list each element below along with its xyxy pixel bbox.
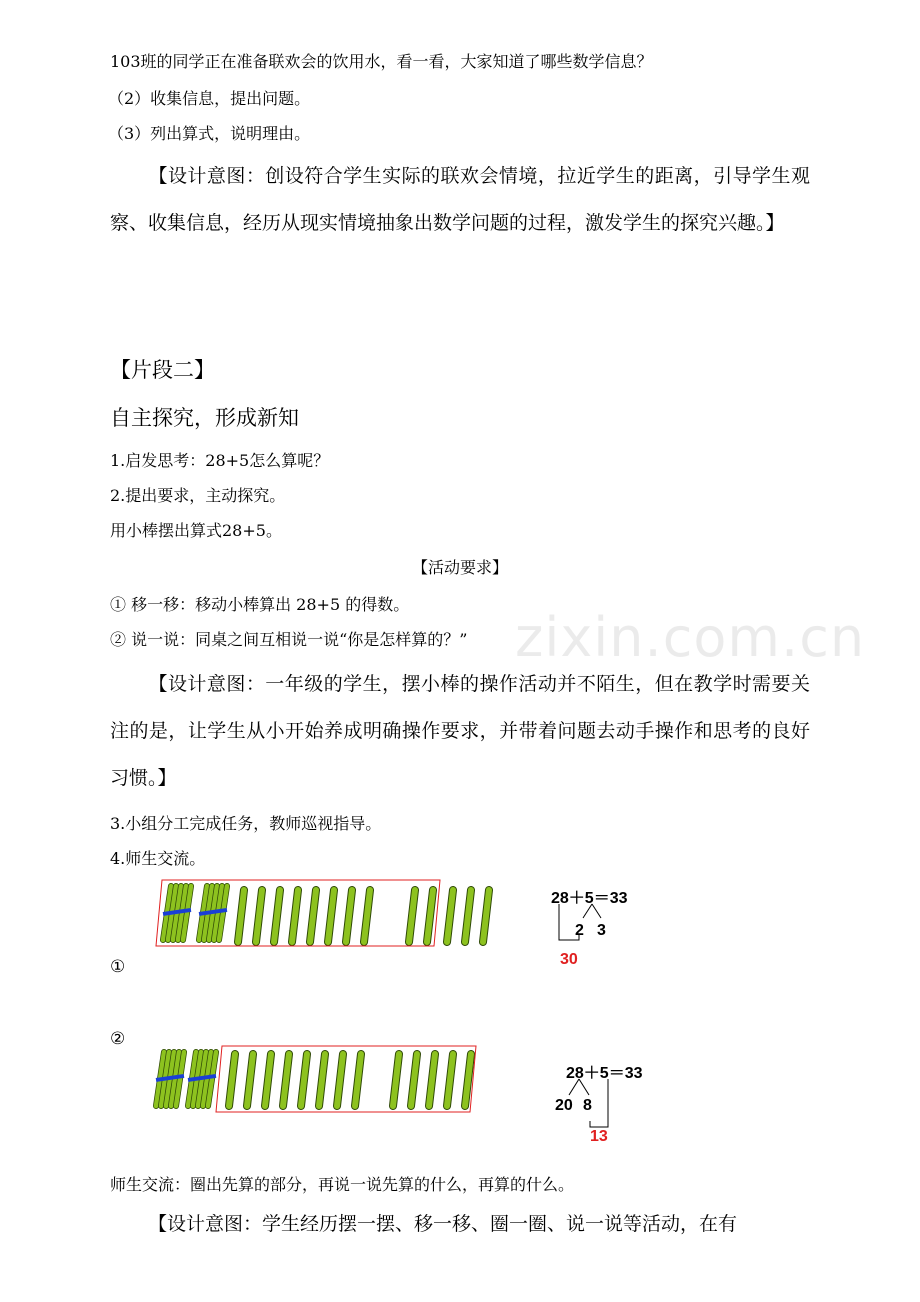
stick [411, 1054, 417, 1106]
stick [483, 890, 489, 942]
method-2-equation: 28＋5＝33 [566, 1065, 643, 1082]
stick-bundle [163, 886, 191, 940]
stick-bundle [199, 886, 227, 940]
step-3: 3.小组分工完成任务，教师巡视指导。 [110, 814, 382, 833]
step-2-detail: 用小棒摆出算式28+5。 [110, 521, 282, 540]
intro-line-3: （3）列出算式，说明理由。 [108, 124, 311, 143]
step-2: 2.提出要求，主动探究。 [110, 486, 286, 505]
step-4: 4.师生交流。 [110, 849, 206, 868]
method-1-equation: 28＋5＝33 [551, 890, 628, 907]
stick [364, 890, 370, 942]
section-heading: 【片段二】 [110, 358, 215, 382]
method-1-partial-sum: 30 [560, 951, 578, 968]
section-subheading: 自主探究，形成新知 [110, 406, 299, 430]
method-2-split-a: 20 [555, 1097, 573, 1114]
intro-line-1: 103班的同学正在准备联欢会的饮用水，看一看，大家知道了哪些数学信息？ [110, 52, 653, 71]
stick [409, 890, 415, 942]
intro-line-2: （2）收集信息，提出问题。 [108, 89, 311, 108]
stick [238, 890, 244, 942]
stick [337, 1054, 343, 1106]
stick [247, 1054, 253, 1106]
stick [355, 1054, 361, 1106]
method-2-split-b: 8 [583, 1097, 592, 1114]
design-intent-text: 创设符合学生实际的联欢会情境，拉近学生的距离，引导学生观察、收集信息，经历从现实情境抽象出数学问题的过程，激发学生的探究兴趣。】 [110, 165, 810, 234]
step-1: 1.启发思考：28+5怎么算呢？ [110, 451, 330, 470]
method-1-split-lines [555, 902, 615, 944]
stick [346, 890, 352, 942]
stick [447, 1054, 453, 1106]
stick [393, 1054, 399, 1106]
stick [310, 890, 316, 942]
design-intent-3 [110, 1201, 810, 1248]
design-intent-text: 学生经历摆一摆、移一移、圈一圈、说一说等活动，在有 [262, 1213, 738, 1235]
design-intent-lead: 【设计意图： [148, 673, 266, 695]
method-2-partial-sum: 13 [590, 1128, 608, 1145]
stick [265, 1054, 271, 1106]
design-intent-text: 一年级的学生，摆小棒的操作活动并不陌生，但在教学时需要关注的是，让学生从小开始养成明确操作要求，并带着问题去动手操作和思考的良好习惯。】 [110, 673, 810, 789]
stick [465, 890, 471, 942]
stick [447, 890, 453, 942]
stick-bundle [188, 1052, 216, 1106]
requirement-2: ② 说一说：同桌之间互相说一说“你是怎样算的？” [110, 630, 468, 649]
stick [274, 890, 280, 942]
sticks-illustration-1 [150, 876, 500, 952]
design-intent-lead: 【设计意图： [148, 165, 266, 187]
method-1-marker: ① [110, 957, 126, 977]
design-intent-lead: 【设计意图： [148, 1213, 263, 1235]
design-intent-1 [110, 153, 810, 247]
exchange-text: 师生交流：圈出先算的部分，再说一说先算的什么，再算的什么。 [110, 1175, 575, 1194]
method-2-marker: ② [110, 1029, 126, 1049]
stick [301, 1054, 307, 1106]
stick [292, 890, 298, 942]
stick [465, 1054, 471, 1106]
design-intent-2 [110, 661, 810, 802]
stick [256, 890, 262, 942]
sticks-illustration-2 [150, 1042, 490, 1116]
stick [328, 890, 334, 942]
requirement-1: ① 移一移：移动小棒算出 28+5 的得数。 [110, 595, 410, 614]
watermark: zixin.com.cn [515, 606, 866, 669]
activity-title: 【活动要求】 [411, 558, 508, 577]
stick [283, 1054, 289, 1106]
stick [229, 1054, 235, 1106]
stick [319, 1054, 325, 1106]
stick-bundle [156, 1052, 184, 1106]
method-1-split-a: 2 [575, 922, 584, 939]
method-1-split-b: 3 [597, 922, 606, 939]
stick [427, 890, 433, 942]
stick [429, 1054, 435, 1106]
